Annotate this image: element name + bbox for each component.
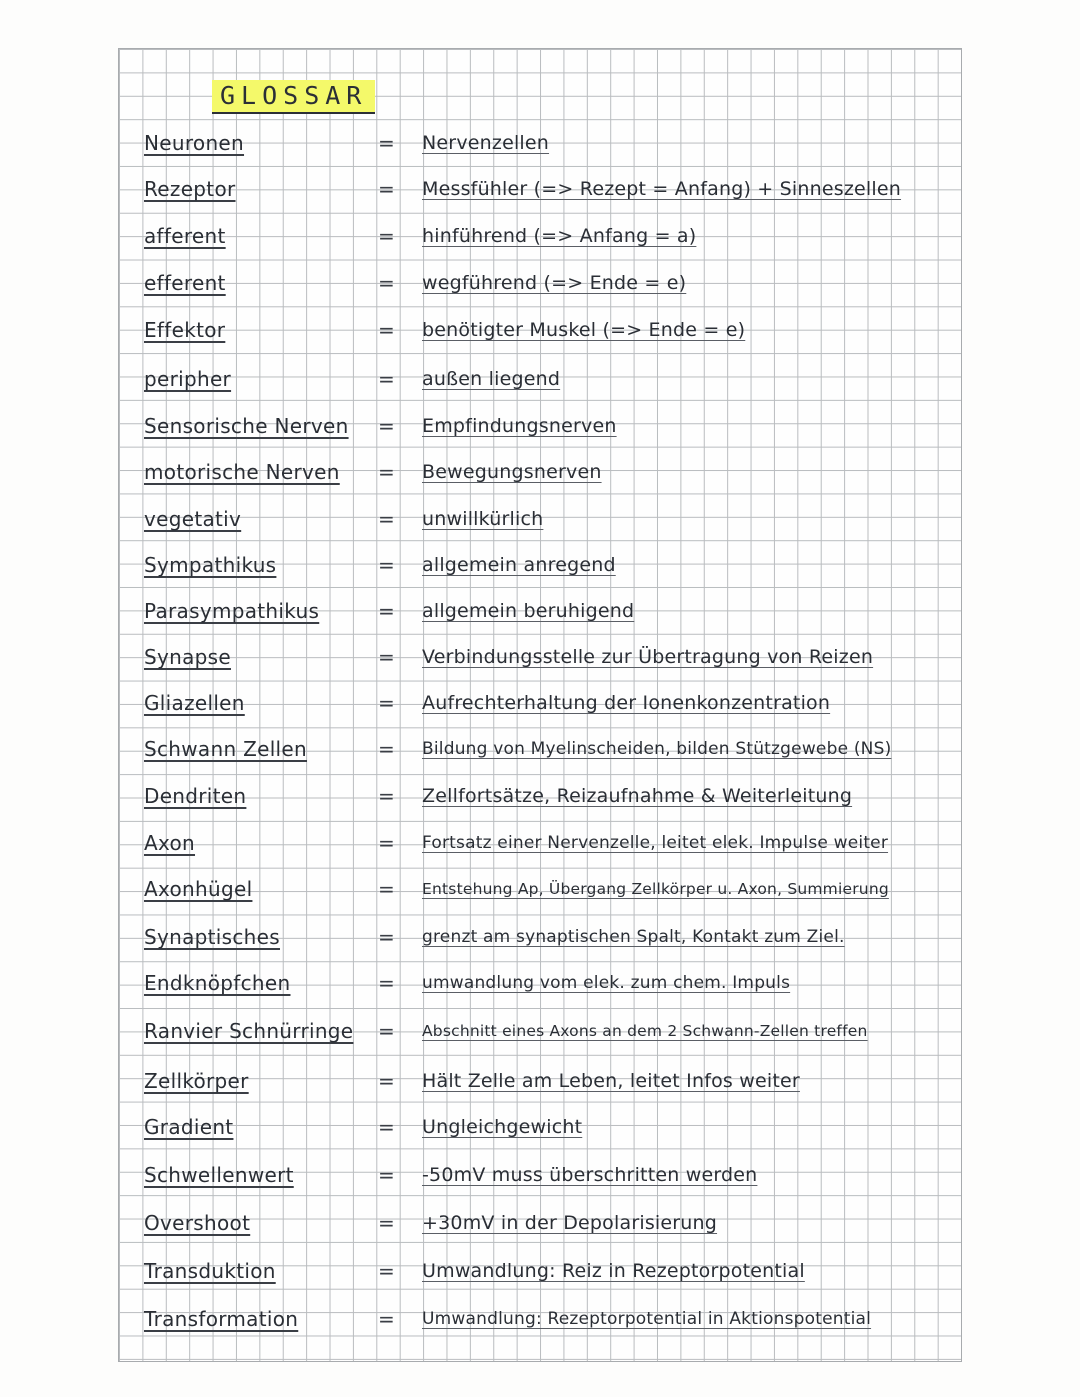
glossary-row — [0, 968, 1080, 998]
glossary-row — [0, 1208, 1080, 1238]
glossary-definition: Verbindungsstelle zur Übertragung von Reizen — [422, 646, 874, 668]
equals-sign: = — [378, 224, 395, 248]
glossary-term: Sensorische Nerven — [144, 414, 349, 438]
glossary-definition: benötigter Muskel (=> Ende = e) — [422, 319, 746, 341]
glossary-term: Ranvier Schnürringe — [144, 1019, 354, 1043]
glossary-term: Sympathikus — [144, 553, 277, 577]
equals-sign: = — [378, 971, 395, 995]
glossary-row — [0, 688, 1080, 718]
glossary-term: Effektor — [144, 318, 226, 342]
glossary-row — [0, 550, 1080, 580]
glossary-row — [0, 642, 1080, 672]
glossary-row — [0, 1016, 1080, 1046]
glossary-term: efferent — [144, 271, 226, 295]
glossary-term: Synapse — [144, 645, 231, 669]
glossary-term: Neuronen — [144, 131, 245, 155]
glossary-term: Dendriten — [144, 784, 247, 808]
glossary-row — [0, 1304, 1080, 1334]
glossary-row — [0, 874, 1080, 904]
glossary-term: vegetativ — [144, 507, 242, 531]
glossary-row — [0, 221, 1080, 251]
glossary-term: Gliazellen — [144, 691, 245, 715]
equals-sign: = — [378, 1069, 395, 1093]
equals-sign: = — [378, 1211, 395, 1235]
page-title: GLOSSAR — [212, 80, 375, 114]
glossary-row — [0, 364, 1080, 394]
glossary-row — [0, 734, 1080, 764]
glossary-term: Synaptisches — [144, 925, 280, 949]
glossary-row — [0, 315, 1080, 345]
glossary-term: Transformation — [144, 1307, 299, 1331]
glossary-definition: allgemein beruhigend — [422, 600, 635, 622]
equals-sign: = — [378, 831, 395, 855]
equals-sign: = — [378, 271, 395, 295]
equals-sign: = — [378, 599, 395, 623]
equals-sign: = — [378, 1115, 395, 1139]
glossary-definition: umwandlung vom elek. zum chem. Impuls — [422, 973, 791, 993]
glossary-term: Transduktion — [144, 1259, 276, 1283]
equals-sign: = — [378, 1307, 395, 1331]
equals-sign: = — [378, 1019, 395, 1043]
glossary-definition: grenzt am synaptischen Spalt, Kontakt zum Ziel. — [422, 927, 845, 947]
glossary-definition: unwillkürlich — [422, 508, 544, 530]
glossary-definition: Ungleichgewicht — [422, 1116, 583, 1138]
glossary-definition: Aufrechterhaltung der Ionenkonzentration — [422, 692, 831, 714]
glossary-row — [0, 457, 1080, 487]
glossary-definition: Bewegungsnerven — [422, 461, 602, 483]
glossary-definition: außen liegend — [422, 368, 561, 390]
glossary-definition: Umwandlung: Reiz in Rezeptorpotential — [422, 1260, 805, 1282]
glossary-term: Rezeptor — [144, 177, 236, 201]
equals-sign: = — [378, 737, 395, 761]
equals-sign: = — [378, 553, 395, 577]
equals-sign: = — [378, 460, 395, 484]
glossary-definition: Entstehung Ap, Übergang Zellkörper u. Axon, Summierung — [422, 880, 889, 898]
glossary-term: Overshoot — [144, 1211, 251, 1235]
glossary-row — [0, 1256, 1080, 1286]
glossary-definition: +30mV in der Depolarisierung — [422, 1212, 718, 1234]
glossary-definition: Empfindungsnerven — [422, 415, 617, 437]
glossary-definition: Messfühler (=> Rezept = Anfang) + Sinneszellen — [422, 178, 902, 200]
glossary-definition: -50mV muss überschritten werden — [422, 1164, 758, 1186]
glossary-definition: Bildung von Myelinscheiden, bilden Stützgewebe (NS) — [422, 739, 892, 759]
glossary-row — [0, 128, 1080, 158]
equals-sign: = — [378, 1163, 395, 1187]
glossary-row — [0, 174, 1080, 204]
glossary-row — [0, 268, 1080, 298]
glossary-term: peripher — [144, 367, 232, 391]
equals-sign: = — [378, 1259, 395, 1283]
glossary-row — [0, 828, 1080, 858]
equals-sign: = — [378, 784, 395, 808]
glossary-definition: Zellfortsätze, Reizaufnahme & Weiterleitung — [422, 785, 853, 807]
glossary-row — [0, 1066, 1080, 1096]
equals-sign: = — [378, 318, 395, 342]
equals-sign: = — [378, 414, 395, 438]
glossary-row — [0, 922, 1080, 952]
glossary-definition: hinführend (=> Anfang = a) — [422, 225, 697, 247]
glossary-row — [0, 411, 1080, 441]
glossary-term: Schwellenwert — [144, 1163, 294, 1187]
glossary-row — [0, 504, 1080, 534]
glossary-definition: wegführend (=> Ende = e) — [422, 272, 687, 294]
glossary-term: Endknöpfchen — [144, 971, 291, 995]
glossary-definition: Abschnitt eines Axons an dem 2 Schwann-Zellen treffen — [422, 1022, 868, 1040]
glossary-definition: Hält Zelle am Leben, leitet Infos weiter — [422, 1070, 800, 1092]
glossary-term: Parasympathikus — [144, 599, 320, 623]
glossary-term: Gradient — [144, 1115, 234, 1139]
equals-sign: = — [378, 367, 395, 391]
glossary-term: Axon — [144, 831, 196, 855]
glossary-term: Zellkörper — [144, 1069, 249, 1093]
equals-sign: = — [378, 925, 395, 949]
glossary-term: afferent — [144, 224, 226, 248]
equals-sign: = — [378, 507, 395, 531]
glossary-definition: allgemein anregend — [422, 554, 616, 576]
glossary-row — [0, 1112, 1080, 1142]
glossary-row — [0, 596, 1080, 626]
glossary-term: Schwann Zellen — [144, 737, 307, 761]
equals-sign: = — [378, 131, 395, 155]
equals-sign: = — [378, 877, 395, 901]
glossary-row — [0, 781, 1080, 811]
equals-sign: = — [378, 177, 395, 201]
glossary-term: motorische Nerven — [144, 460, 340, 484]
glossary-row — [0, 1160, 1080, 1190]
glossary-term: Axonhügel — [144, 877, 253, 901]
equals-sign: = — [378, 691, 395, 715]
equals-sign: = — [378, 645, 395, 669]
glossary-definition: Fortsatz einer Nervenzelle, leitet elek. Impulse weiter — [422, 833, 889, 853]
glossary-definition: Umwandlung: Rezeptorpotential in Aktionspotential — [422, 1309, 872, 1329]
glossary-definition: Nervenzellen — [422, 132, 550, 154]
